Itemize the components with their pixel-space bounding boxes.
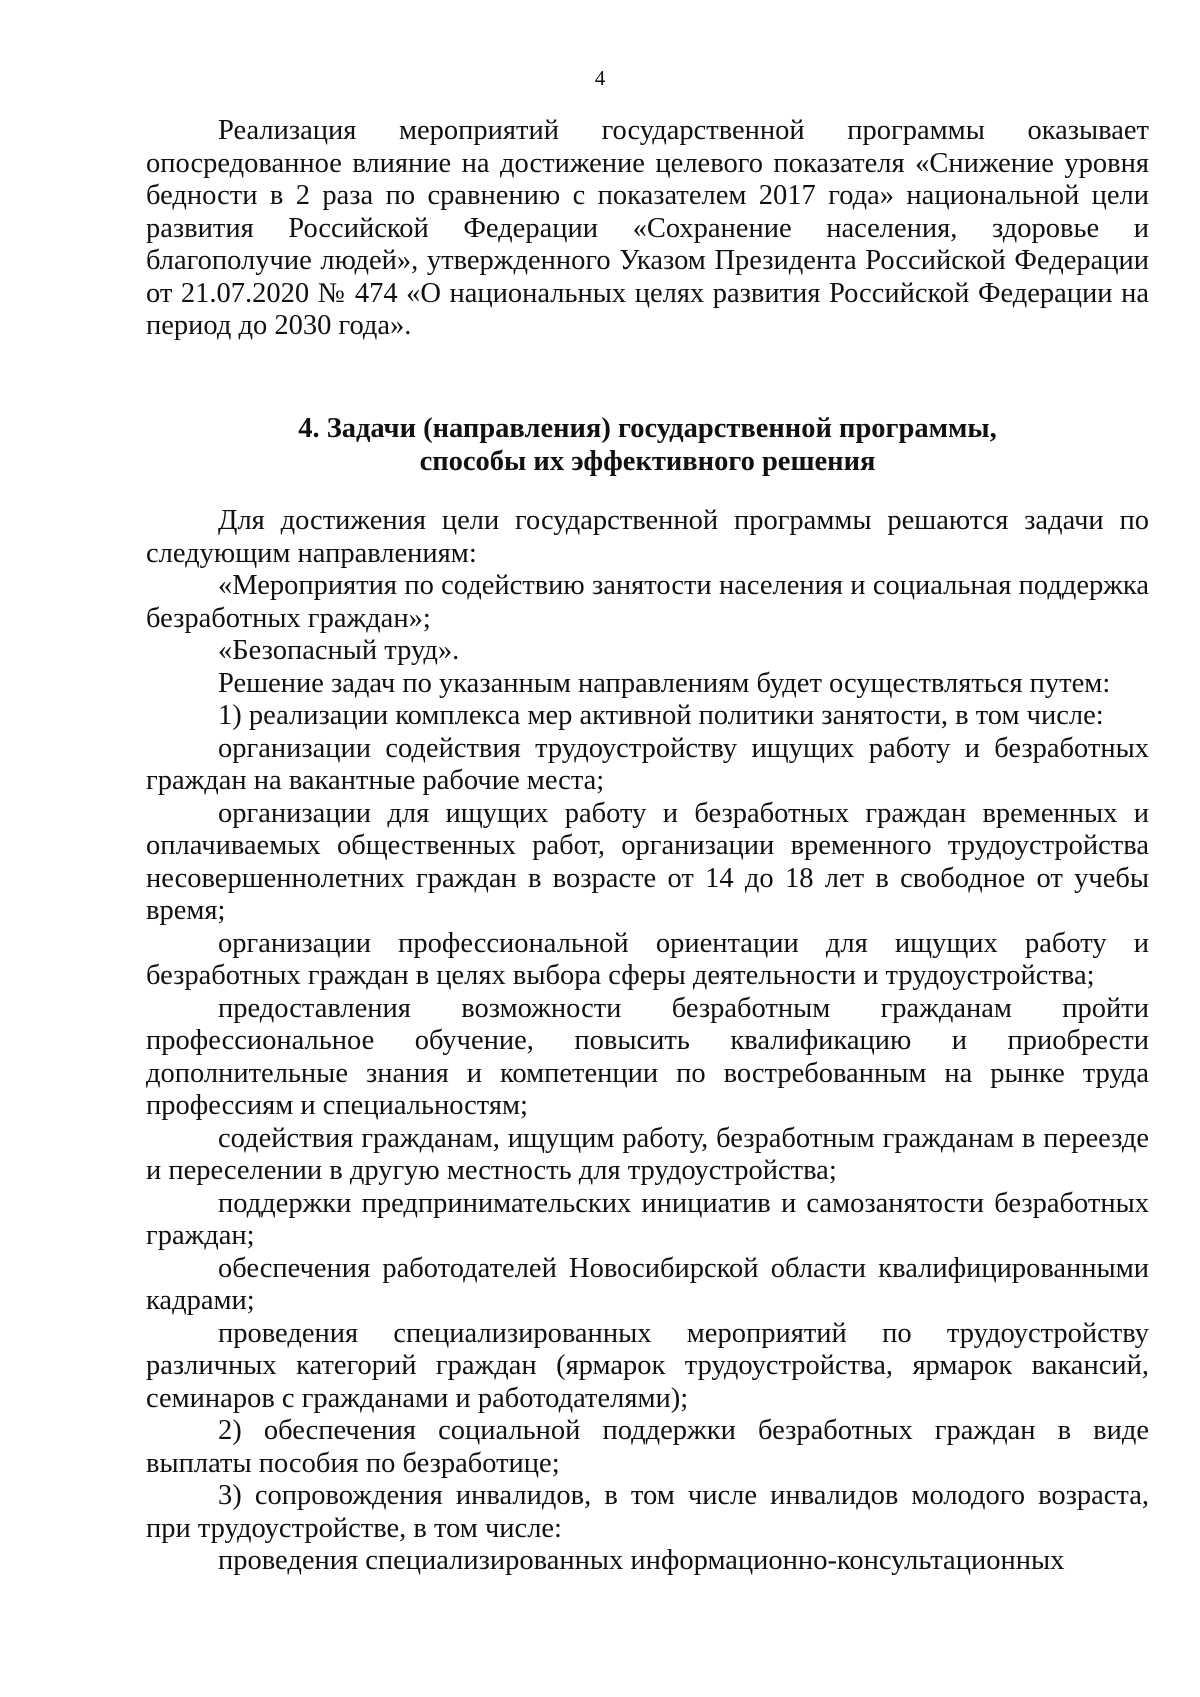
- paragraph: проведения специализированных информационно-консультационных: [218, 1545, 1065, 1576]
- paragraph: 1) реализации комплекса мер активной политики занятости, в том числе:: [218, 700, 1104, 731]
- section-body: [146, 505, 1149, 1578]
- paragraph: организации содействия трудоустройству ищущих работу и безработных граждан на вакантные рабочие места;: [146, 732, 1149, 796]
- paragraph: Решение задач по указанным направлениям будет осуществляться путем:: [218, 667, 1111, 699]
- intro-block: [146, 115, 1149, 343]
- paragraph: Для достижения цели государственной программы решаются задачи по следующим направлениям:: [146, 505, 1149, 569]
- section-heading-line-1: 4. Задачи (направления) государственной программы,: [298, 413, 997, 444]
- section-heading: [146, 413, 1149, 478]
- paragraph: «Мероприятия по содействию занятости населения и социальная поддержка безработных граждан»;: [146, 570, 1149, 634]
- paragraph: поддержки предпринимательских инициатив и самозанятости безработных граждан;: [146, 1187, 1149, 1251]
- paragraph: предоставления возможности безработным гражданам пройти профессиональное обучение, повысить квалификацию и приобрести дополнительные знания и компетенции по востребованным на рынке труда профессиям и специальностям;: [146, 992, 1149, 1121]
- section-heading-line-2: способы их эффективного решения: [419, 445, 876, 477]
- paragraph: 2) обеспечения социальной поддержки безработных граждан в виде выплаты пособия по безработице;: [146, 1415, 1149, 1479]
- intro-paragraph: Реализация мероприятий государственной программы оказывает опосредованное влияние на достижение целевого показателя «Снижение уровня бедности в 2 раза по сравнению с показателем 2017 года» национальной цели развития Российской Федерации «Сохранение населения, здоровье и благополучие людей», утвержденного Указом Президента Российской Федерации от 21.07.2020 № 474 «О национальных целях развития Российской Федерации на период до 2030 года».: [146, 115, 1149, 341]
- paragraph: организации профессиональной ориентации для ищущих работу и безработных граждан в целях выбора сферы деятельности и трудоустройства;: [146, 927, 1149, 991]
- paragraph: содействия гражданам, ищущим работу, безработным гражданам в переезде и переселении в другую местность для трудоустройства;: [146, 1122, 1149, 1186]
- paragraph: 3) сопровождения инвалидов, в том числе инвалидов молодого возраста, при трудоустройстве, в том числе:: [146, 1480, 1149, 1544]
- paragraph: организации для ищущих работу и безработных граждан временных и оплачиваемых общественных работ, организации временного трудоустройства несовершеннолетних граждан в возрасте от 14 до 18 лет в свободное от учебы время;: [146, 797, 1149, 926]
- paragraph: «Безопасный труд».: [218, 635, 460, 666]
- paragraph: обеспечения работодателей Новосибирской области квалифицированными кадрами;: [146, 1252, 1149, 1316]
- paragraph: проведения специализированных мероприятий по трудоустройству различных категорий граждан (ярмарок трудоустройства, ярмарок вакансий, семинаров с гражданами и работодателями);: [146, 1317, 1149, 1414]
- page-number: 4: [594, 66, 606, 90]
